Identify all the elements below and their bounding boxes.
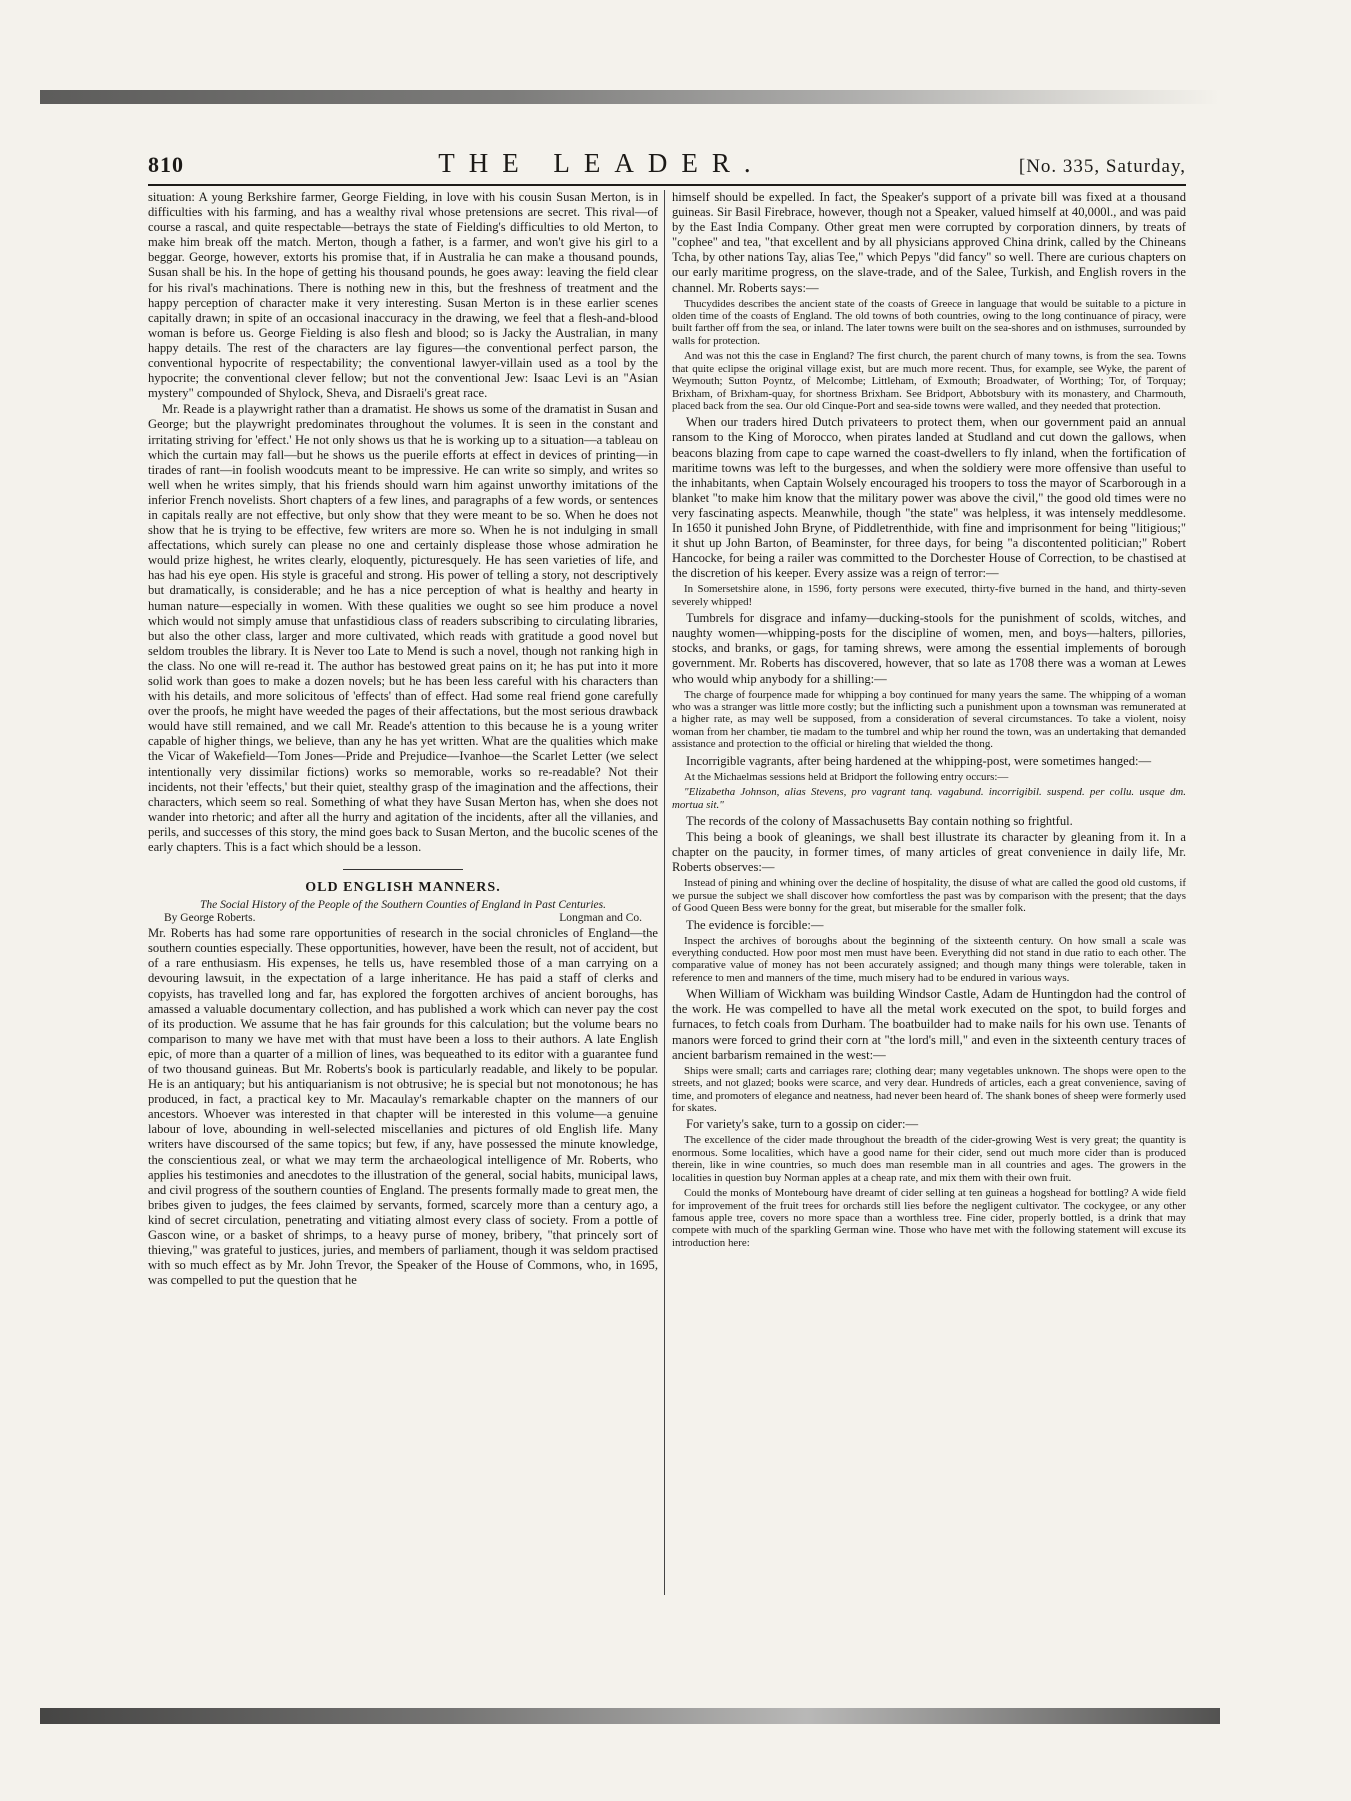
review-paragraph: The records of the colony of Massachusetts Bay contain nothing so frightful.: [686, 813, 1073, 828]
block-quote: In Somersetshire alone, in 1596, forty persons were executed, thirty-five burned in the hand, and thirty-seven severely whipped!: [672, 583, 1186, 608]
review-paragraph: Incorrigible vagrants, after being hardened at the whipping-post, were sometimes hanged:—: [686, 753, 1152, 768]
scan-edge-top: [40, 90, 1220, 104]
right-column: [672, 190, 1186, 1600]
block-quote: Ships were small; carts and carriages rare; clothing dear; many vegetables unknown. The shops were open to the streets, and not glazed; books were scarce, and very dear. Hundreds of articles, each a great convenience, saving of time, and promoters of elegance and neatness, had never been heard of. The shank bones of sheep were formerly used for skates.: [672, 1064, 1186, 1114]
block-quote: The charge of fourpence made for whipping a boy continued for many years the same. The whipping of a woman who was a stranger was little more costly; but the inflicting such a punishment upon a townsman was remunerated at a higher rate, as may well be supposed, from a consideration of several circumstances. To take a violent, noisy woman from her chamber, tie madam to the tumbrel and whip her round the town, was an undertaking that demanded assistance and protection to the official or hireling that wielded the thong.: [672, 688, 1186, 751]
issue-info: [No. 335, Saturday,: [1018, 156, 1186, 177]
block-quote: Instead of pining and whining over the decline of hospitality, the disuse of what are called the good old customs, if we pursue the subject we shall discover how comfortless the past was by comparison with the present; that the days of Good Queen Bess were bonny for the great, but miserable for the smaller folk.: [672, 877, 1186, 915]
page-number: 810: [148, 152, 184, 177]
review-paragraph: When William of Wickham was building Windsor Castle, Adam de Huntingdon had the control of the work. He was compelled to have all the metal work executed on the spot, to build forges and furnaces, to fetch coals from Durham. The boatbuilder had to make nails for his own use. Tenants of manors were forced to grind their corn at "the lord's mill," and even in the sixteenth century traces of ancient barbarism remained in the west:—: [672, 987, 1186, 1062]
review-paragraph: Tumbrels for disgrace and infamy—ducking-stools for the punishment of scolds, witches, and naughty women—whipping-posts for the discipline of women, men, and boys—halters, pillories, stocks, and branks, or gags, for taming shrews, were among the essential implements of borough government. Mr. Roberts has discovered, however, that so late as 1708 there was a woman at Lewes who would whip anybody for a shilling:—: [672, 611, 1186, 686]
review-paragraph: Mr. Reade is a playwright rather than a dramatist. He shows us some of the dramatist in Susan and George; but the playwright predominates throughout the volumes. It is seen in the constant and irritating striving for 'effect.' He not only shows us that he is working up to a situation—a tableau on which the curtain may fall—but he shows us the puerile efforts at effect in devices of printing—in tirades of rant—in foolish woodcuts meant to be impressive. He can write so simply, and writes so well when he writes simply, that his friends should warn him against unworthy imitations of the inferior French novelists. Short chapters of a few lines, and paragraphs of a few words, or sentences in capitals really are not effective, but only show that they were meant to be so. When he does not show that he is trying to be effective, few writers are more so. When he is not indulging in small affectations, which surely can please no one and certainly displease those whose admiration he would prize highest, he writes clearly, eloquently, picturesquely. He has seen varieties of life, and has had his eye open. His style is graceful and strong. His power of telling a story, not descriptively but dramatically, is considerable; and he has a nice perception of what is healthy and hearty in human nature—especially in women. With these qualities we ought so see him produce a novel which would not simply amuse that unfastidious class of readers subscribing to circulating libraries, but also the other class, larger and more cultivated, which reads with gratitude a good novel but seldom troubles the library. It is Never too Late to Mend is such a novel, though not ranking high in the class. No one will re-read it. The author has bestowed great pains on it; he has put into it more solid work than goes to make a dozen novels; but he has been less careful with his characters than with his details, and more solicitous of 'effects' than of effect. Had some real friend gone carefully over the proofs, he might have weeded the pages of their affectations, but the most serious drawback would have still remained, and we call Mr. Reade's attention to this because he is a young writer capable of higher things, we believe, than any he has yet written. What are the qualities which make the Vicar of Wakefield—Tom Jones—Pride and Prejudice—Ivanhoe—the Scarlet Letter (we select intentionally very dissimilar fictions) works so memorable, works so re-readable? Not their incidents, not their 'effects,' but their quiet, stealthy grasp of the imagination and the affections, their characters, which seem so real. Something of what they have Susan Merton has, when she does not wander into rhetoric; and after all the hurry and agitation of the incidents, after all the villanies, and perils, and successes of this story, the mind goes back to Susan Merton, and the bucolic scenes of the early chapters. This is a fact which should be a lesson.: [148, 402, 658, 855]
review-paragraph: When our traders hired Dutch privateers to protect them, when our government paid an annual ransom to the King of Morocco, when pirates landed at Studland and cut down the gallows, when beacons blazing from cape to cape warned the coast-dwellers to fly inland, when the fortification of maritime towns was left to the burgesses, and when the soldiery were more offensive than useful to the inhabitants, when Captain Wolsely encouraged his troopers to toss the mayor of Scarborough in a blanket "to make him know that the military power was above the civil," the good old times were no very fascinating aspects. Meanwhile, though "the state" was helpless, it was intensely meddlesome. In 1650 it punished John Bryne, of Piddletrenthide, with fine and imprisonment for being "litigious;" it shut up John Barton, of Beaminster, for three days, for being "a discontented politician;" Robert Hancocke, for being a railer was committed to the Dorchester House of Correction, to be chastised at the discretion of his keeper. Every assize was a reign of terror:—: [672, 415, 1186, 581]
byline-author: By George Roberts.: [164, 912, 256, 925]
masthead: [148, 148, 1186, 184]
header-rule: [148, 184, 1186, 186]
review-paragraph: Mr. Roberts has had some rare opportunities of research in the social chronicles of England—the southern counties especially. These opportunities, however, have been the result, not of accident, but of a rare enthusiasm. His expenses, he tells us, have resembled those of a man carrying on a devouring lawsuit, in the expectation of a large inheritance. He has paid a staff of clerks and copyists, has travelled long and far, has explored the forgotten archives of ancient boroughs, has amassed a valuable documentary collection, and has published a work which can never pay the cost of its production. We assume that he has fair grounds for this calculation; but the volume bears no comparison to many we have met with that must have been a loss to their authors. A late English epic, of more than a quarter of a million of lines, was bequeathed to its editor with a guarantee fund of two thousand guineas. But Mr. Roberts's book is particularly readable, and likely to be popular. He is an antiquary; but his antiquarianism is not obtrusive; he is special but not monotonous; he has produced, in fact, a practical key to Mr. Macaulay's remarkable chapter on the manners of our ancestors. Whoever was interested in that chapter will be interested in this volume—a genuine labour of love, abounding in well-selected miscellanies and pictures of old English life. Many writers have discoursed of the same topics; but few, if any, have possessed the minute knowledge, the conscientious zeal, or what we may term the archaeological intelligence of Mr. Roberts, who applies his testimonies and anecdotes to the illustration of the general, social habits, municipal laws, and civil progress of the southern counties of England. The presents formally made to great men, the bribes given to judges, the fees claimed by servants, formed, scarcely more than a century ago, a kind of secret circulation, penetrating and vitiating almost every class of society. From a pottle of Gascon wine, or a basket of shrimps, to a heavy purse of money, bribery, "that princely sort of thieving," was grateful to justices, juries, and members of parliament, though it was seldom practised with so much effect as by Mr. John Trevor, the Speaker of the House of Commons, who, in 1695, was compelled to put the question that he: [148, 926, 658, 1288]
byline-publisher: Longman and Co.: [559, 912, 642, 925]
newspaper-title: THE LEADER.: [438, 148, 765, 178]
column-divider: [664, 190, 665, 1595]
block-quote: The excellence of the cider made throughout the breadth of the cider-growing West is very great; the quantity is enormous. Some localities, which have a good name for their cider, send out much more cider than is produced therein, like in wine countries, so much does man resemble man in all countries and ages. The growers in the localities in question buy Norman apples at a cheap rate, and mix them with their own fruit.: [672, 1134, 1186, 1184]
review-paragraph: himself should be expelled. In fact, the Speaker's support of a private bill was fixed at a thousand guineas. Sir Basil Firebrace, however, though not a Speaker, valued himself at 40,000l., and was paid by the East India Company. Other great men were corrupted by corporation dinners, by treats of "cophee" and tea, "that excellent and by all physicians approved China drink, called by the Chineans Tcha, by other nations Tay, alias Tee," which Pepys "did fancy" so well. There are curious chapters on our early maritime progress, on the slave-trade, and of the Salee, Turkish, and English rovers in the channel. Mr. Roberts says:—: [672, 190, 1186, 295]
block-quote: "Elizabetha Johnson, alias Stevens, pro vagrant tanq. vagabund. incorrigibil. suspend. per collu. usque dm. mortua sit.": [672, 786, 1186, 811]
review-paragraph: The evidence is forcible:—: [686, 917, 824, 932]
block-quote: And was not this the case in England? The first church, the parent church of many towns, is from the sea. Towns that quite eclipse the original village exist, but are much more recent. Thus, for example, see Wyke, the parent of Weymouth; Sutton Poyntz, of Melcombe; Littleham, of Exmouth; Broadwater, of Worthing; Tor, of Torquay; Brixham, of Brixham-quay, for shortness Brixham. See Bridport, Abbotsbury with its monastery, and Charmouth, placed back from the sea. Our old Cinque-Port and sea-side towns were walled, and they needed that protection.: [672, 350, 1186, 412]
byline: [148, 912, 658, 924]
block-quote: At the Michaelmas sessions held at Bridport the following entry occurs:—: [684, 770, 1009, 783]
review-paragraph: situation: A young Berkshire farmer, George Fielding, in love with his cousin Susan Merton, is in difficulties with his farming, and has a wealthy rival whose pretensions are secret. This rival—of course a rascal, and quite respectable—betrays the state of Fielding's difficulties to old Merton, to make him break off the match. Merton, though a father, is a farmer, and won't give his girl to a beggar. George, however, extorts his promise that, if in Australia he can make a thousand pounds, Susan shall be his. In the hope of getting his thousand pounds, he goes away: leaving the field clear for his rival's machinations. There is nothing new in this, but the freshness of treatment and the happy perception of character make it very interesting. Susan Merton is in these earlier scenes capitally drawn; in spite of an occasional inaccuracy in the drawing, we feel that a flesh-and-blood woman is before us. George Fielding is also flesh and blood; so is Jacky the Australian, in many happy details. The rest of the characters are lay figures—the conventional perfect parson, the conventional hypocrite of respectability; the conventional lawyer-villain used as a tool by the hypocrite; the conventional clever fellow; but not the conventional Jew: Isaac Levi is an "Asian mystery" compounded of Shylock, Sheva, and Disraeli's great race.: [148, 190, 658, 401]
block-quote: Could the monks of Montebourg have dreamt of cider selling at ten guineas a hogshead for bottling? A wide field for improvement of the fruit trees for orchards still lies before the negligent cultivator. The cockygee, or any other famous apple tree, covers no more space than a worthless tree. Fine cider, properly bottled, is a drink that may compete with much of the sparkling German wine. Those who have met with the following statement will excuse its introduction here:: [672, 1187, 1186, 1249]
section-title: OLD ENGLISH MANNERS.: [305, 880, 501, 896]
review-paragraph: For variety's sake, turn to a gossip on cider:—: [686, 1117, 919, 1132]
book-title: The Social History of the People of the Southern Counties of England in Past Centuries.: [200, 899, 606, 912]
block-quote: Thucydides describes the ancient state of the coasts of Greece in language that would be suitable to a picture in olden time of the coasts of England. The old towns of both countries, owing to the long continuance of piracy, were built farther off from the sea, or inland. The later towns were built on the sea-shores and on isthmuses, surrounded by walls for protection.: [672, 297, 1186, 347]
section-divider: [343, 869, 463, 870]
left-column: [148, 190, 658, 1600]
scan-edge-bottom: [40, 1708, 1220, 1724]
block-quote: Inspect the archives of boroughs about the beginning of the sixteenth century. On how small a scale was everything conducted. How poor most men must have been. Everything did not stand in due ratio to each other. The comparative value of money has not been accurately assigned; and though many things were tolerable, taken in reference to men and manners of the time, much misery had to be endured in various ways.: [672, 934, 1186, 984]
review-paragraph: This being a book of gleanings, we shall best illustrate its character by gleaning from it. In a chapter on the paucity, in former times, of many articles of great convenience in daily life, Mr. Roberts observes:—: [672, 830, 1186, 875]
